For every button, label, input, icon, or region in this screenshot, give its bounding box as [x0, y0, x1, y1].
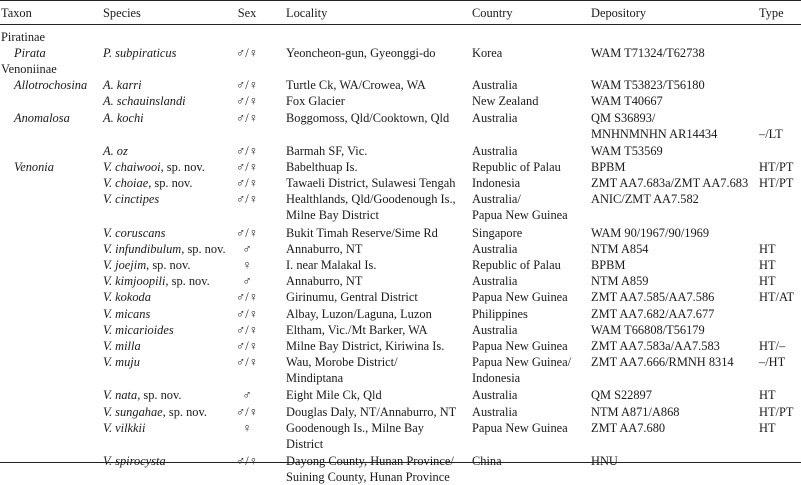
- type-status-line: –/HT: [759, 354, 786, 369]
- species-name: [103, 175, 193, 191]
- table-header-row: [0, 5, 801, 21]
- species-name: [103, 404, 207, 420]
- header-sex: Sex: [237, 6, 257, 20]
- locality: [286, 273, 362, 289]
- locality: [286, 143, 367, 159]
- sex-symbol: ♂/♀: [235, 226, 259, 240]
- species-binomial: V. micarioides: [103, 322, 174, 337]
- sex-symbol: ♂/♀: [235, 306, 259, 321]
- type-status-line: –/LT: [759, 126, 783, 141]
- depository-line: ZMT AA7.583a/AA7.583: [591, 338, 720, 353]
- species-binomial: V. kimjoopili: [103, 274, 166, 289]
- locality-line: Albay, Luzon/Laguna, Luzon: [286, 306, 432, 321]
- table-row: [0, 159, 801, 175]
- locality: [286, 453, 454, 485]
- depository-line: NTM A854: [591, 242, 649, 257]
- country: [472, 306, 528, 322]
- locality: [286, 420, 424, 452]
- depository-line: NTM A859: [591, 274, 649, 289]
- depository: [591, 354, 734, 370]
- species-name: [103, 45, 176, 61]
- species-status: , sp. nov.: [165, 274, 210, 289]
- locality: [286, 93, 345, 109]
- species-binomial: V. nata: [103, 388, 138, 403]
- country: [472, 45, 502, 61]
- depository-line: WAM T71324/T62738: [591, 46, 705, 61]
- species-name: [103, 257, 190, 273]
- locality: [286, 387, 382, 403]
- table-row: [0, 191, 801, 223]
- type-status-line: HT/–: [759, 338, 786, 353]
- type-status-line: HT: [759, 388, 776, 403]
- sex-symbol: ♂: [242, 388, 252, 403]
- species-binomial: V. choiae: [103, 176, 149, 191]
- species-binomial: V. vilkkii: [103, 420, 146, 435]
- locality-line: Yeoncheon-gun, Gyeonggi-do: [286, 46, 436, 61]
- species-status: , sp. nov.: [162, 404, 207, 419]
- table-row: [0, 77, 801, 93]
- species-name: [103, 306, 150, 322]
- species-name: [103, 241, 226, 257]
- species-binomial: A. kochi: [103, 110, 144, 125]
- sex-symbol: ♂/♀: [235, 144, 259, 159]
- country: [472, 354, 571, 386]
- depository: [591, 159, 625, 175]
- locality: [286, 77, 426, 93]
- locality-line: Suining County, Hunan Province: [286, 470, 450, 485]
- species-binomial: V. infundibulum: [103, 242, 182, 257]
- subfamily-name: Venoniinae: [1, 62, 57, 77]
- locality: [286, 338, 444, 354]
- species-status: , sp. nov.: [160, 160, 205, 175]
- table-header-rule: [0, 24, 801, 25]
- type-status-line: HT/AT: [759, 290, 795, 305]
- type-status: [759, 241, 776, 257]
- depository: [591, 404, 679, 420]
- depository-line: ZMT AA7.682/AA7.677: [591, 306, 715, 321]
- depository: [591, 110, 717, 142]
- sex-symbol: ♂/♀: [235, 290, 259, 305]
- country: [472, 159, 561, 175]
- table-row: [0, 387, 801, 403]
- table-row: [0, 61, 801, 77]
- species-binomial: V. kokoda: [103, 290, 151, 305]
- locality-line: Wau, Morobe District/: [286, 354, 398, 369]
- species-binomial: V. micans: [103, 306, 151, 321]
- type-status: [759, 289, 794, 305]
- depository-line: WAM T40667: [591, 94, 663, 109]
- locality-line: Boggomoss, Qld/Cooktown, Qld: [286, 110, 450, 125]
- depository-line: NTM A871/A868: [591, 404, 680, 419]
- country: [472, 404, 517, 420]
- species-binomial: V. milla: [103, 338, 141, 353]
- country-line: Australia: [472, 242, 518, 257]
- type-status: [759, 387, 776, 403]
- locality-line: Milne Bay District, Kiriwina Is.: [286, 338, 445, 353]
- species-name: [103, 354, 140, 370]
- sex-symbol: ♂/♀: [235, 192, 259, 207]
- genus-name: Pirata: [14, 46, 46, 61]
- country: [472, 110, 517, 126]
- country-line: Papua New Guinea: [472, 338, 568, 353]
- species-binomial: V. chaiwooi: [103, 160, 161, 175]
- sex-symbol: ♂/♀: [235, 110, 259, 125]
- species-name: [103, 322, 174, 338]
- locality-line: Annaburro, NT: [286, 274, 363, 289]
- depository: [591, 289, 714, 305]
- species-binomial: A. schauinslandi: [103, 94, 186, 109]
- type-status-line: HT/PT: [759, 176, 794, 191]
- country: [472, 93, 538, 109]
- country: [472, 338, 568, 354]
- sex-symbol: ♂/♀: [235, 46, 259, 61]
- species-binomial: V. muju: [103, 354, 140, 369]
- depository-line: ANIC/ZMT AA7.582: [591, 192, 699, 207]
- country: [472, 289, 568, 305]
- sex-symbol: ♂/♀: [235, 354, 259, 369]
- table-row: [0, 354, 801, 385]
- depository-line: WAM 90/1967/90/1969: [591, 226, 710, 240]
- locality-line: District: [286, 436, 324, 451]
- locality: [286, 289, 418, 305]
- country: [472, 77, 517, 93]
- sex-symbol: ♂/♀: [235, 160, 259, 175]
- type-status-line: HT: [759, 258, 776, 273]
- table-row: [0, 273, 801, 289]
- header-species: Species: [103, 6, 141, 20]
- locality-line: Babelthuap Is.: [286, 160, 358, 175]
- table-row: [0, 110, 801, 141]
- depository-line: ZMT AA7.683a/ZMT AA7.683: [591, 176, 749, 191]
- table-row: [0, 29, 801, 45]
- depository: [591, 225, 709, 241]
- species-binomial: V. cinctipes: [103, 192, 160, 207]
- type-status: [759, 338, 785, 354]
- country: [472, 257, 561, 273]
- locality-line: Douglas Daly, NT/Annaburro, NT: [286, 404, 457, 419]
- locality: [286, 191, 456, 223]
- sex-symbol: ♂/♀: [235, 94, 259, 109]
- depository-line: QM S22897: [591, 388, 652, 403]
- country-line: Papua New Guinea/: [472, 354, 572, 369]
- depository: [591, 175, 748, 191]
- locality: [286, 404, 456, 420]
- type-status: [759, 159, 793, 175]
- type-status: [759, 420, 776, 436]
- sex-symbol: ♂/♀: [235, 78, 259, 93]
- species-name: [103, 338, 141, 354]
- type-status: [759, 257, 776, 273]
- species-name: [103, 289, 151, 305]
- table-top-rule: [0, 0, 801, 1]
- locality-line: Fox Glacier: [286, 94, 345, 109]
- type-status: [759, 354, 785, 370]
- country-line: Republic of Palau: [472, 160, 561, 175]
- type-status-line: HT: [759, 274, 776, 289]
- locality-line: Tawaeli District, Sulawesi Tengah: [286, 176, 456, 191]
- header-type: Type: [759, 6, 784, 20]
- type-status-line: HT/PT: [759, 160, 794, 175]
- type-status-line: HT: [759, 242, 776, 257]
- genus-name: Allotrochosina: [14, 78, 88, 93]
- species-name: [103, 273, 210, 289]
- depository: [591, 273, 648, 289]
- country-line: Papua New Guinea: [472, 208, 568, 223]
- locality-line: Girinumu, Gentral District: [286, 290, 418, 305]
- locality-line: Healthlands, Qld/Goodenough Is.,: [286, 192, 456, 207]
- table-row: [0, 93, 801, 109]
- table-row: [0, 241, 801, 257]
- country-line: Australia: [472, 78, 518, 93]
- species-binomial: V. sungahae: [103, 404, 163, 419]
- depository: [591, 143, 663, 159]
- depository-line: BPBM: [591, 258, 626, 273]
- depository: [591, 322, 705, 338]
- species-binomial: P. subpiraticus: [103, 46, 177, 61]
- country-line: Australia: [472, 404, 518, 419]
- locality-line: Goodenough Is., Milne Bay: [286, 420, 425, 435]
- species-name: [103, 387, 182, 403]
- genus-name: Venonia: [14, 160, 54, 175]
- locality: [286, 159, 358, 175]
- species-name: [103, 77, 142, 93]
- locality-line: Barmah SF, Vic.: [286, 144, 368, 159]
- locality: [286, 241, 362, 257]
- country: [472, 387, 517, 403]
- table-row: [0, 338, 801, 354]
- locality-line: Bukit Timah Reserve/Sime Rd: [286, 226, 438, 240]
- country: [472, 175, 520, 191]
- table-row: [0, 289, 801, 305]
- country-line: Papua New Guinea: [472, 290, 568, 305]
- locality-line: Mindiptana: [286, 370, 344, 385]
- country-line: Australia: [472, 322, 518, 337]
- sex-symbol: ♂/♀: [235, 176, 259, 191]
- type-status-line: [759, 110, 783, 126]
- species-binomial: V. joejim: [103, 258, 147, 273]
- table-row: [0, 225, 801, 241]
- locality: [286, 175, 455, 191]
- species-name: [103, 159, 205, 175]
- locality: [286, 306, 432, 322]
- table-bottom-rule: [0, 462, 801, 463]
- locality: [286, 110, 449, 126]
- type-status-line: HT/PT: [759, 404, 794, 419]
- sex-symbol: ♂: [242, 274, 252, 289]
- species-name: [103, 225, 165, 241]
- table-row: [0, 322, 801, 338]
- country: [472, 241, 517, 257]
- country-line: Singapore: [472, 226, 523, 240]
- country-line: Indonesia: [472, 370, 521, 385]
- depository: [591, 45, 705, 61]
- genus-name: Anomalosa: [14, 110, 70, 125]
- species-status: , sp. nov.: [181, 242, 226, 257]
- locality-line: I. near Malakal Is.: [286, 258, 377, 273]
- country-line: Papua New Guinea: [472, 420, 568, 435]
- depository: [591, 306, 714, 322]
- table-row: [0, 45, 801, 61]
- species-binomial: A. oz: [103, 144, 128, 159]
- country-line: Korea: [472, 46, 503, 61]
- country-line: Australia/: [472, 192, 521, 207]
- header-depository: Depository: [591, 6, 647, 20]
- locality: [286, 225, 438, 241]
- country-line: Australia: [472, 144, 518, 159]
- header-country: Country: [472, 6, 513, 20]
- depository-line: ZMT AA7.666/RMNH 8314: [591, 354, 734, 369]
- depository-line: WAM T66808/T56179: [591, 322, 705, 337]
- locality-line: Eight Mile Ck, Qld: [286, 388, 382, 403]
- locality-line: Turtle Ck, WA/Crowea, WA: [286, 78, 426, 93]
- table-row: [0, 175, 801, 191]
- species-name: [103, 93, 186, 109]
- country-line: Republic of Palau: [472, 258, 561, 273]
- depository-line: QM S36893/: [591, 110, 656, 125]
- species-binomial: V. coruscans: [103, 226, 166, 240]
- table-row: [0, 306, 801, 322]
- species-name: [103, 110, 144, 126]
- depository: [591, 338, 720, 354]
- type-status: [759, 404, 793, 420]
- header-taxon: Taxon: [1, 6, 32, 20]
- species-binomial: A. karri: [103, 78, 142, 93]
- depository-line: BPBM: [591, 160, 626, 175]
- country-line: Philippines: [472, 306, 528, 321]
- header-locality: Locality: [286, 6, 328, 20]
- locality: [286, 354, 398, 386]
- country: [472, 143, 517, 159]
- species-status: , sp. nov.: [137, 388, 182, 403]
- depository-line: ZMT AA7.680: [591, 420, 666, 435]
- locality-line: Milne Bay District: [286, 208, 379, 223]
- depository-line: WAM T53823/T56180: [591, 78, 705, 93]
- depository: [591, 77, 705, 93]
- type-status: [759, 175, 793, 191]
- depository: [591, 257, 625, 273]
- country: [472, 420, 568, 436]
- species-name: [103, 143, 128, 159]
- table-row: [0, 420, 801, 451]
- table-row: [0, 404, 801, 420]
- country: [472, 225, 522, 241]
- locality: [286, 322, 427, 338]
- depository: [591, 93, 663, 109]
- type-status: [759, 273, 776, 289]
- sex-symbol: ♂: [242, 242, 252, 257]
- country: [472, 322, 517, 338]
- country-line: New Zealand: [472, 94, 539, 109]
- depository: [591, 387, 652, 403]
- locality-line: Eltham, Vic./Mt Barker, WA: [286, 322, 428, 337]
- species-status: , sp. nov.: [148, 176, 193, 191]
- sex-symbol: ♂/♀: [235, 404, 259, 419]
- sex-symbol: ♀: [242, 258, 252, 273]
- species-status: , sp. nov.: [146, 258, 191, 273]
- type-status: [759, 110, 783, 142]
- type-status-line: HT: [759, 420, 776, 435]
- depository: [591, 191, 699, 207]
- country: [472, 273, 517, 289]
- depository: [591, 241, 648, 257]
- species-name: [103, 420, 145, 436]
- country-line: Australia: [472, 388, 518, 403]
- table-row: [0, 257, 801, 273]
- locality: [286, 45, 435, 61]
- locality: [286, 257, 376, 273]
- country-line: Indonesia: [472, 176, 521, 191]
- sex-symbol: ♂/♀: [235, 338, 259, 353]
- country-line: Australia: [472, 110, 518, 125]
- locality-line: Annaburro, NT: [286, 242, 363, 257]
- country: [472, 191, 568, 223]
- sex-symbol: ♂/♀: [235, 322, 259, 337]
- depository-line: ZMT AA7.585/AA7.586: [591, 290, 715, 305]
- depository-line: WAM T53569: [591, 144, 663, 159]
- sex-symbol: ♀: [242, 420, 252, 435]
- depository: [591, 420, 665, 436]
- depository-line: MNHNMNHN AR14434: [591, 126, 718, 141]
- country-line: Australia: [472, 274, 518, 289]
- subfamily-name: Piratinae: [1, 30, 46, 44]
- table-row: [0, 143, 801, 159]
- species-name: [103, 191, 159, 207]
